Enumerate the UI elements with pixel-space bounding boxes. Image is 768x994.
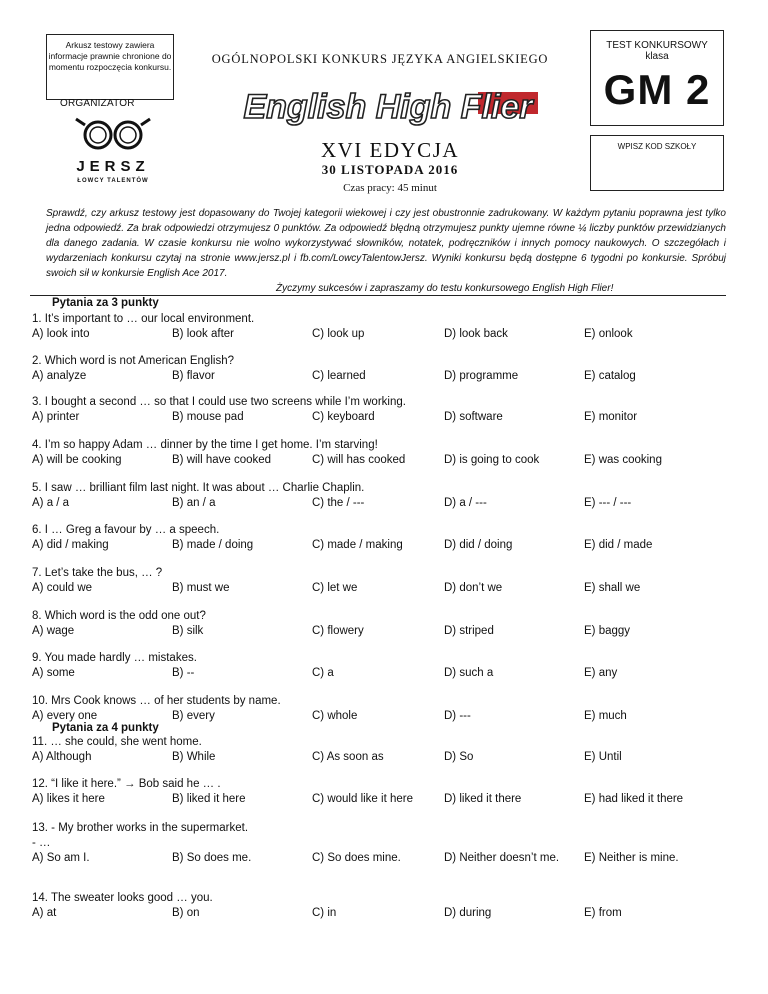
answer-option[interactable]: D) a / --- [444,497,487,509]
question-text: 9. You made hardly … mistakes. [32,652,197,664]
answer-option[interactable]: C) look up [312,328,365,340]
answer-option[interactable]: E) --- / --- [584,497,632,509]
test-label: TEST KONKURSOWY [606,40,708,51]
organizer-brand: JERSZ [76,158,150,175]
answer-option[interactable]: E) from [584,907,622,919]
answer-option[interactable]: E) was cooking [584,454,662,466]
question-text: 8. Which word is the odd one out? [32,610,206,622]
answer-option[interactable]: A) at [32,907,57,919]
answer-option[interactable]: C) learned [312,370,366,382]
answer-option[interactable]: B) While [172,751,216,763]
question-text: - … [32,837,51,849]
answer-option[interactable]: E) Neither is mine. [584,852,679,864]
question-text: 4. I’m so happy Adam … dinner by the time I get home. I’m starving! [32,439,378,451]
answer-option[interactable]: A) every one [32,710,98,722]
contest-title: OGÓLNOPOLSKI KONKURS JĘZYKA ANGIELSKIEGO [211,52,549,66]
answer-option[interactable]: E) shall we [584,582,641,594]
answer-option[interactable]: A) printer [32,411,80,423]
answer-option[interactable]: D) software [444,411,503,423]
question-text: 12. “I like it here.” → Bob said he … . [32,778,221,790]
section-heading-4pts: Pytania za 4 punkty [52,722,159,734]
answer-option[interactable]: E) Until [584,751,622,763]
answer-option[interactable]: E) baggy [584,625,631,637]
answer-option[interactable]: C) the / --- [312,497,365,509]
answer-option[interactable]: A) look into [32,328,90,340]
answer-option[interactable]: D) Neither doesn’t me. [444,852,560,864]
answer-option[interactable]: D) is going to cook [444,454,540,466]
answer-option[interactable]: A) some [32,667,75,679]
answer-option[interactable]: B) must we [172,582,230,594]
grade-code: GM 2 [603,66,711,113]
notice-box [46,34,174,100]
question-text: 5. I saw … brilliant film last night. It was about … Charlie Chaplin. [32,482,365,494]
class-label: klasa [645,51,669,62]
answer-option[interactable]: C) made / making [312,539,403,551]
answer-option[interactable]: E) catalog [584,370,636,382]
answer-option[interactable]: C) So does mine. [312,852,401,864]
answer-option[interactable]: B) every [172,710,215,722]
answer-option[interactable]: D) don’t we [444,582,503,594]
instructions-text: Sprawdź, czy arkusz testowy jest dopasowany do Twojej kategorii wiekowej i czy jest obustronnie zadrukowany. W każdym pytaniu poprawna jest tylko jedna odpowiedź. Za brak odpowiedzi otrzymujesz 0 punktów. Za odpowiedź błędną otrzymujesz punkty ujemne równe ¼ liczby punktów przewidzianych dla danego zadania. W czasie konkursu nie wolno wykorzystywać słowników, notatek, podręczników i innych pomocy naukowych. O szczegółach i wydarzeniach konkursu czytaj na stronie www.jersz.pl i fb.com/LowcyTalentowJersz. Wyniki konkursu będą dostępne 6 tygodni po konkursie. Spróbuj swoich sił w konkursie English Ace 2017. [46,208,726,279]
divider [30,295,726,296]
answer-option[interactable]: A) So am I. [32,852,90,864]
answer-option[interactable]: C) will has cooked [312,454,406,466]
answer-option[interactable]: B) So does me. [172,852,252,864]
school-code-label: WPISZ KOD SZKOŁY [617,142,697,151]
question-text: 6. I … Greg a favour by … a speech. [32,524,220,536]
answer-option[interactable]: D) such a [444,667,494,679]
school-code-field[interactable] [590,135,724,191]
answer-option[interactable]: A) Although [32,751,92,763]
edition: XVI EDYCJA [320,138,460,162]
answer-option[interactable]: B) -- [172,667,195,679]
answer-option[interactable]: A) likes it here [32,793,105,805]
instructions-closing: Życzymy sukcesów i zapraszamy do testu konkursowego English High Flier! [276,283,614,294]
answer-option[interactable]: B) will have cooked [172,454,272,466]
question-text: 10. Mrs Cook knows … of her students by name. [32,695,281,707]
question-text: 14. The sweater looks good … you. [32,892,213,904]
answer-option[interactable]: E) onlook [584,328,633,340]
question-text: 13. - My brother works in the supermarket. [32,822,249,834]
answer-option[interactable]: B) liked it here [172,793,246,805]
answer-option[interactable]: E) much [584,710,627,722]
answer-option[interactable]: D) look back [444,328,508,340]
answer-option[interactable]: A) did / making [32,539,109,551]
answer-option[interactable]: C) As soon as [312,751,384,763]
organizer-tagline: ŁOWCY TALENTÓW [77,178,149,184]
answer-option[interactable]: B) an / a [172,497,216,509]
answer-option[interactable]: D) So [444,751,474,763]
answer-option[interactable]: A) wage [32,625,75,637]
answer-option[interactable]: B) made / doing [172,539,254,551]
answer-option[interactable]: C) would like it here [312,793,413,805]
answer-option[interactable]: C) flowery [312,625,364,637]
answer-option[interactable]: D) striped [444,625,494,637]
answer-option[interactable]: C) keyboard [312,411,375,423]
answer-option[interactable]: B) flavor [172,370,215,382]
banner-text: English High Flier [243,88,533,126]
contest-date: 30 LISTOPADA 2016 [321,162,459,177]
answer-option[interactable]: A) could we [32,582,93,594]
answer-option[interactable]: C) in [312,907,337,919]
answer-option[interactable]: E) did / made [584,539,653,551]
organizer-label: ORGANIZATOR [60,98,135,109]
time-limit: Czas pracy: 45 minut [343,182,437,194]
answer-option[interactable]: A) a / a [32,497,70,509]
instructions [46,206,726,296]
notice-text: Arkusz testowy zawiera informacje prawnie chronione do momentu rozpoczęcia konkursu. [48,40,172,72]
answer-option[interactable]: E) any [584,667,618,679]
answer-option[interactable]: D) did / doing [444,539,513,551]
answer-option[interactable]: D) during [444,907,492,919]
question-text: 11. … she could, she went home. [32,736,202,748]
answer-option[interactable]: D) programme [444,370,519,382]
answer-option[interactable]: C) let we [312,582,358,594]
question-text: 3. I bought a second … so that I could use two screens while I’m working. [32,396,406,408]
answer-option[interactable]: B) mouse pad [172,411,244,423]
answer-option[interactable]: A) will be cooking [32,454,122,466]
answer-option[interactable]: B) look after [172,328,234,340]
answer-option[interactable]: D) liked it there [444,793,522,805]
answer-option[interactable]: C) a [312,667,334,679]
answer-option[interactable]: E) monitor [584,411,638,423]
question-text: 1. It’s important to … our local environment. [32,313,255,325]
section-heading-3pts: Pytania za 3 punkty [52,297,159,309]
question-text: 2. Which word is not American English? [32,355,234,367]
answer-option[interactable]: D) --- [444,710,471,722]
answer-option[interactable]: C) whole [312,710,358,722]
question-text: 7. Let’s take the bus, … ? [32,567,163,579]
answer-option[interactable]: A) analyze [32,370,87,382]
test-info-box [590,30,724,126]
answer-option[interactable]: B) silk [172,625,204,637]
answer-option[interactable]: E) had liked it there [584,793,684,805]
answer-option[interactable]: B) on [172,907,200,919]
english-high-flier-logo [238,82,538,130]
